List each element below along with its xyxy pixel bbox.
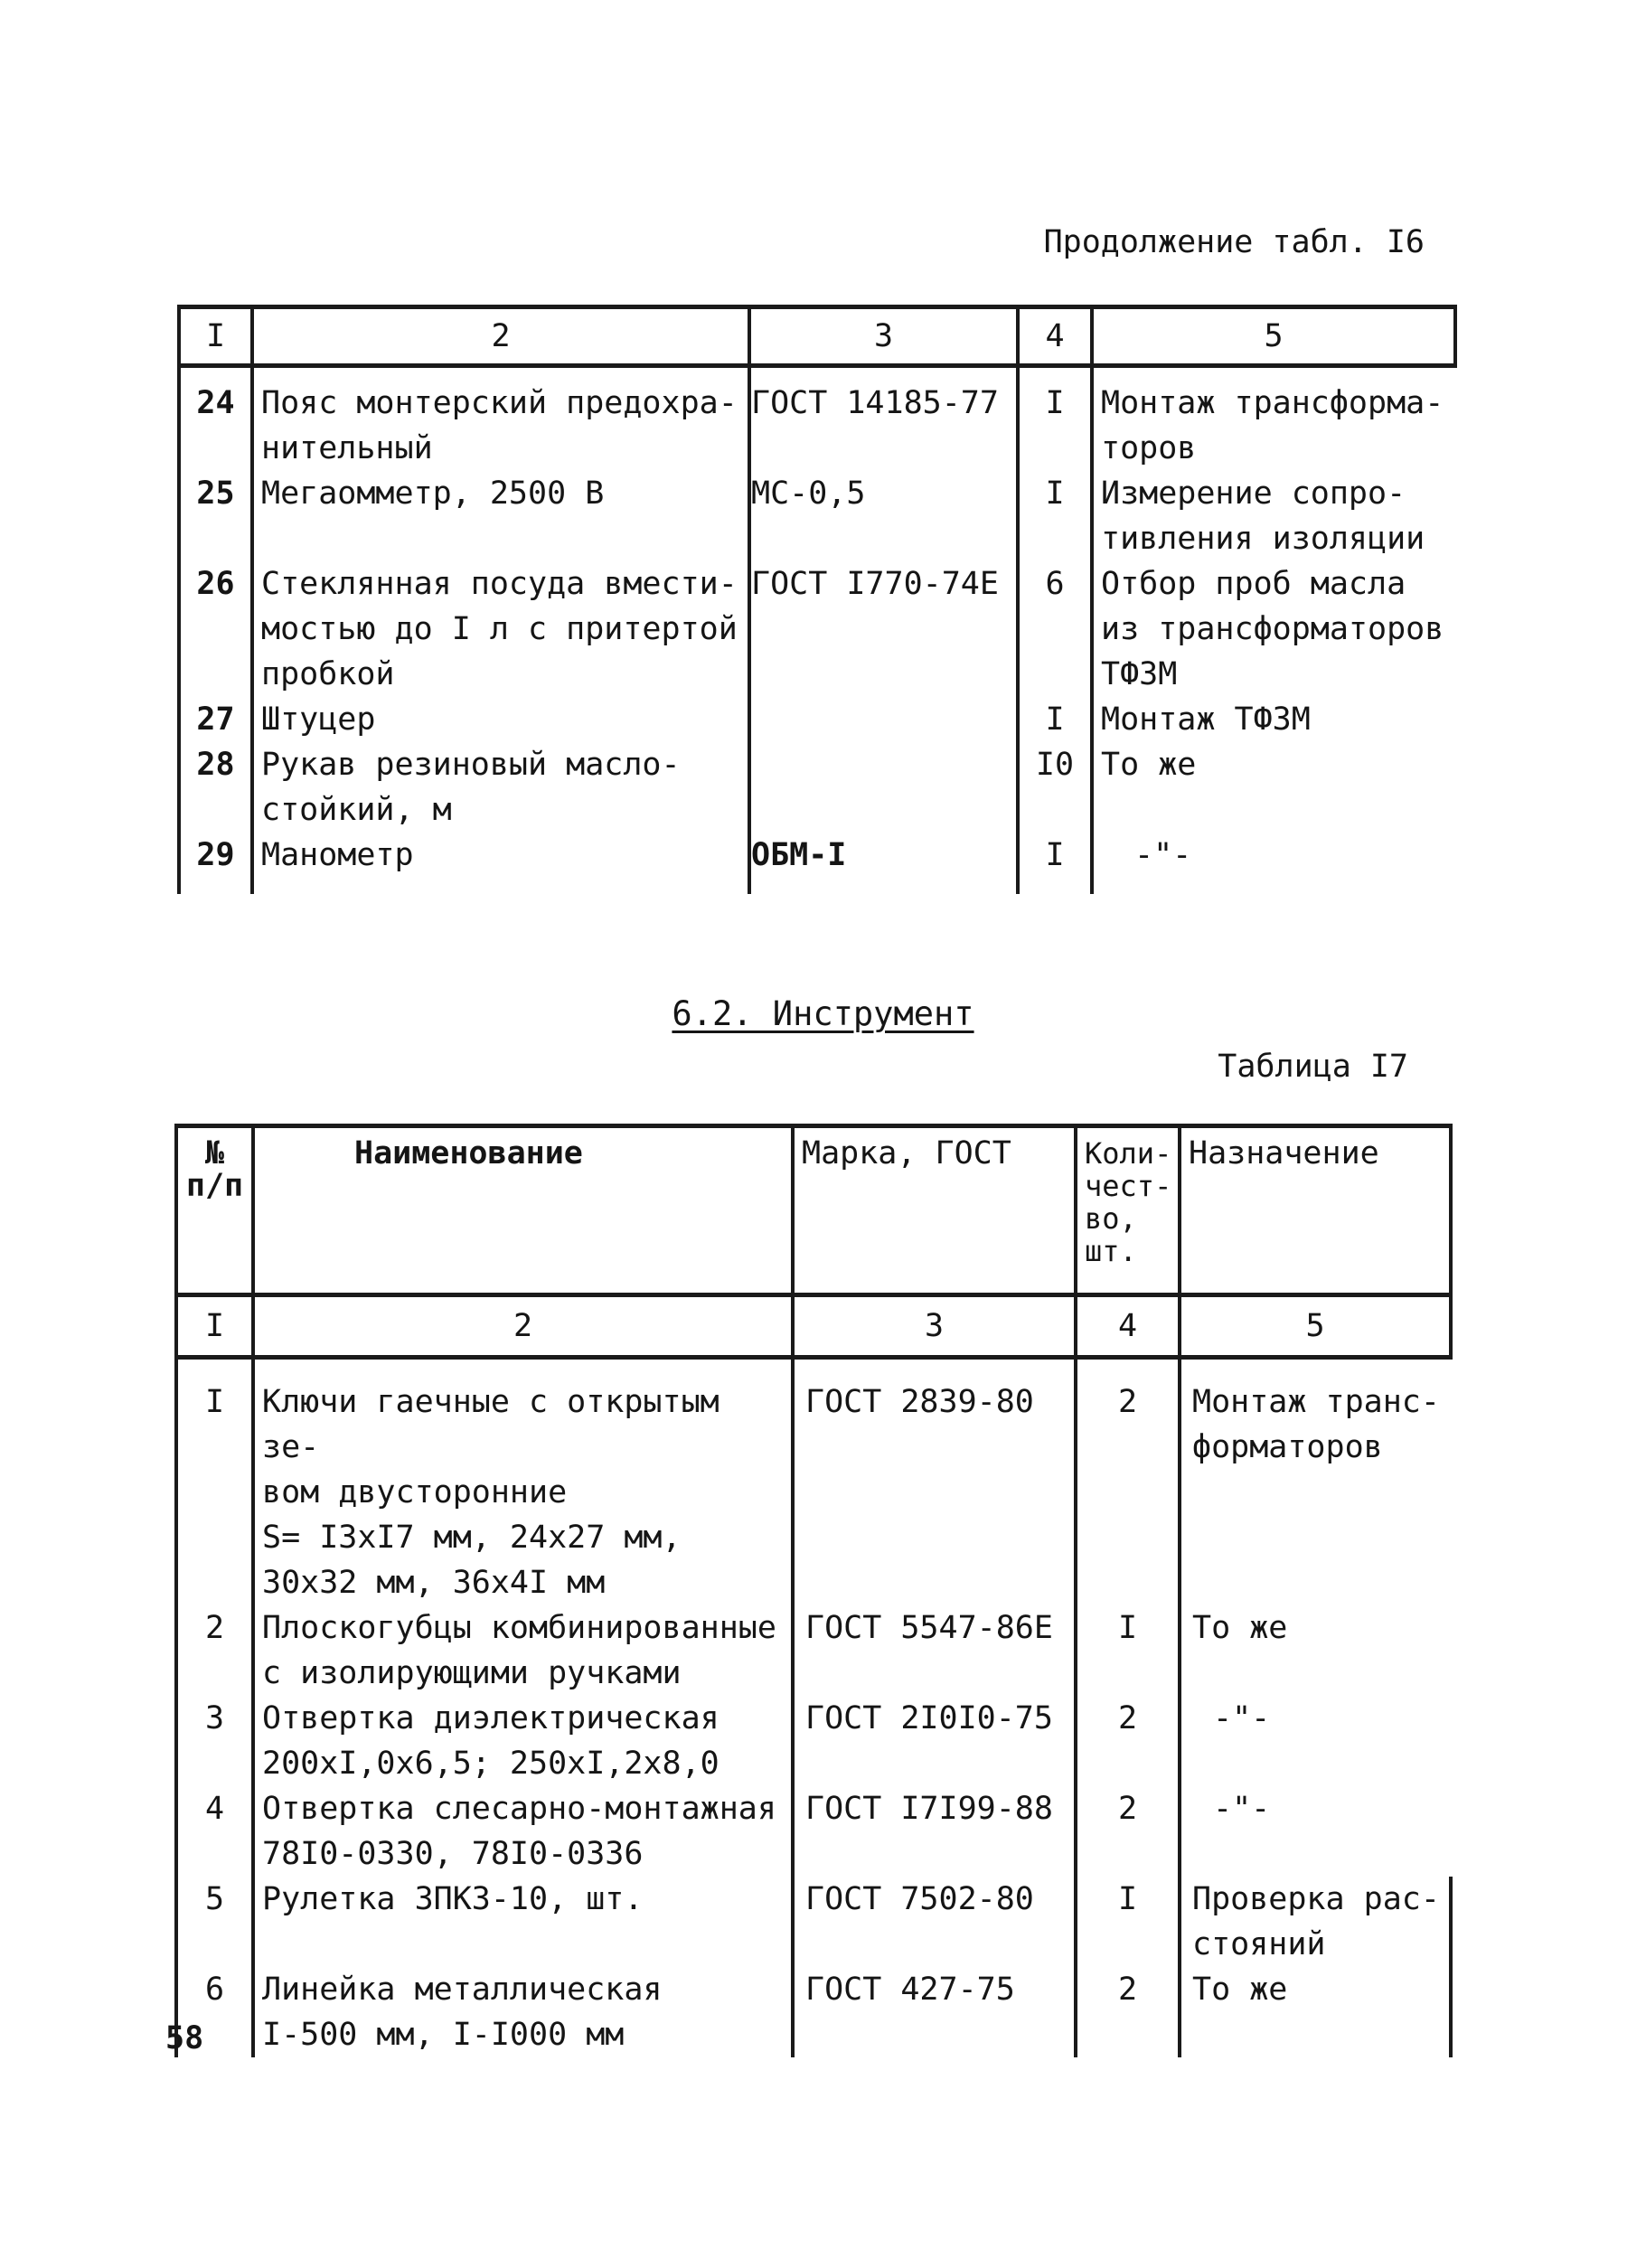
table-row (176, 1605, 1451, 1696)
continuation-caption: Продолжение табл. I6 (1043, 224, 1425, 260)
table-row (179, 833, 1455, 894)
item-name: Мегаомметр, 2500 В (252, 471, 749, 561)
item-name: Линейка металлическая I-500 мм, I-I000 мм (253, 1967, 793, 2057)
column-number: I (176, 1295, 253, 1358)
item-purpose: Проверка рас- стояний (1180, 1877, 1451, 1967)
row-number: 3 (176, 1696, 253, 1786)
item-name: Отвертка диэлектрическая 200xI,0x6,5; 250xI,2x8,0 (253, 1696, 793, 1786)
row-number: 29 (179, 833, 252, 894)
column-number: I (179, 307, 252, 366)
header-name: Наименование (253, 1126, 793, 1295)
item-purpose: Монтаж ТФЗМ (1101, 701, 1311, 738)
item-name: Ключи гаечные с открытым зе- вом двусторонние S= I3xI7 мм, 24x27 мм, 30x32 мм, 36x4I мм (253, 1358, 793, 1606)
item-purpose: -"- (1213, 1791, 1271, 1827)
table-row (176, 1877, 1451, 1967)
item-name: Манометр (252, 833, 749, 894)
table-row (176, 1967, 1451, 2057)
item-mark (749, 697, 1018, 742)
item-purpose: То же (1192, 1610, 1288, 1646)
item-quantity: I0 (1018, 742, 1092, 833)
column-number-row (179, 307, 1455, 366)
item-purpose: То же (1101, 747, 1197, 783)
item-mark: ГОСТ I770-74Е (749, 561, 1018, 697)
header-number: № п/п (176, 1126, 253, 1295)
row-number: 5 (176, 1877, 253, 1967)
item-mark: ГОСТ 2839-80 (793, 1358, 1076, 1606)
item-purpose: -"- (1134, 837, 1192, 873)
table-header-row (176, 1126, 1451, 1295)
item-quantity: I (1018, 697, 1092, 742)
row-number: 25 (179, 471, 252, 561)
table-row (179, 742, 1455, 833)
item-purpose: Монтаж транс- форматоров (1192, 1384, 1440, 1465)
row-number: I (176, 1358, 253, 1606)
header-mark: Марка, ГОСТ (793, 1126, 1076, 1295)
table-17-caption: Таблица I7 (1218, 1049, 1408, 1085)
item-name: Пояс монтерский предохра- нительный (252, 366, 749, 472)
header-purpose: Назначение (1180, 1126, 1451, 1295)
table-row (179, 697, 1455, 742)
item-quantity: I (1018, 471, 1092, 561)
item-quantity: I (1076, 1605, 1180, 1696)
column-number: 3 (749, 307, 1018, 366)
item-purpose: -"- (1213, 1700, 1271, 1736)
item-purpose: То же (1180, 1967, 1451, 2057)
column-number: 2 (253, 1295, 793, 1358)
item-mark: ГОСТ 427-75 (793, 1967, 1076, 2057)
table-row (179, 471, 1455, 561)
table-17 (174, 1124, 1453, 2057)
item-purpose: Измерение сопро- тивления изоляции (1101, 475, 1425, 557)
column-number: 4 (1076, 1295, 1180, 1358)
column-number: 5 (1092, 307, 1455, 366)
row-number: 26 (179, 561, 252, 697)
item-mark: ГОСТ 14185-77 (749, 366, 1018, 472)
column-number: 2 (252, 307, 749, 366)
item-name: Стеклянная посуда вмести- мостью до I л с притертой пробкой (252, 561, 749, 697)
item-quantity: I (1018, 833, 1092, 894)
table-row (176, 1696, 1451, 1786)
table-row (179, 561, 1455, 697)
item-purpose: Отбор проб масла из трансформаторов ТФЗМ (1101, 566, 1444, 692)
column-number: 5 (1180, 1295, 1451, 1358)
item-mark: ГОСТ I7I99-88 (793, 1786, 1076, 1877)
item-name: Рукав резиновый масло- стойкий, м (252, 742, 749, 833)
table-row (176, 1786, 1451, 1877)
table-16-continuation (177, 305, 1457, 894)
item-name: Плоскогубцы комбинированные с изолирующими ручками (253, 1605, 793, 1696)
item-name: Отвертка слесарно-монтажная 78I0-0330, 78I0-0336 (253, 1786, 793, 1877)
row-number: 2 (176, 1605, 253, 1696)
table-row (176, 1358, 1451, 1606)
column-number-row (176, 1295, 1451, 1358)
header-quantity: Коли- чест- во, шт. (1076, 1126, 1180, 1295)
section-title: 6.2. Инструмент (672, 994, 974, 1033)
item-quantity: 2 (1076, 1358, 1180, 1606)
page-number: 58 (165, 2020, 204, 2056)
item-mark: ГОСТ 5547-86Е (793, 1605, 1076, 1696)
table-row (179, 366, 1455, 472)
item-quantity: I (1018, 366, 1092, 472)
item-mark: ГОСТ 2I0I0-75 (793, 1696, 1076, 1786)
item-mark: ГОСТ 7502-80 (793, 1877, 1076, 1967)
column-number: 3 (793, 1295, 1076, 1358)
row-number: 6 (176, 1967, 253, 2057)
row-number: 27 (179, 697, 252, 742)
row-number: 4 (176, 1786, 253, 1877)
item-quantity: 2 (1076, 1786, 1180, 1877)
item-quantity: 6 (1018, 561, 1092, 697)
item-quantity: 2 (1076, 1967, 1180, 2057)
item-quantity: I (1076, 1877, 1180, 1967)
item-mark: ОБМ-I (749, 833, 1018, 894)
item-name: Рулетка ЗПКЗ-10, шт. (253, 1877, 793, 1967)
item-mark: МС-0,5 (749, 471, 1018, 561)
row-number: 28 (179, 742, 252, 833)
column-number: 4 (1018, 307, 1092, 366)
item-quantity: 2 (1076, 1696, 1180, 1786)
row-number: 24 (179, 366, 252, 472)
item-purpose: Монтаж трансформа- торов (1101, 385, 1444, 466)
item-mark (749, 742, 1018, 833)
item-name: Штуцер (252, 697, 749, 742)
